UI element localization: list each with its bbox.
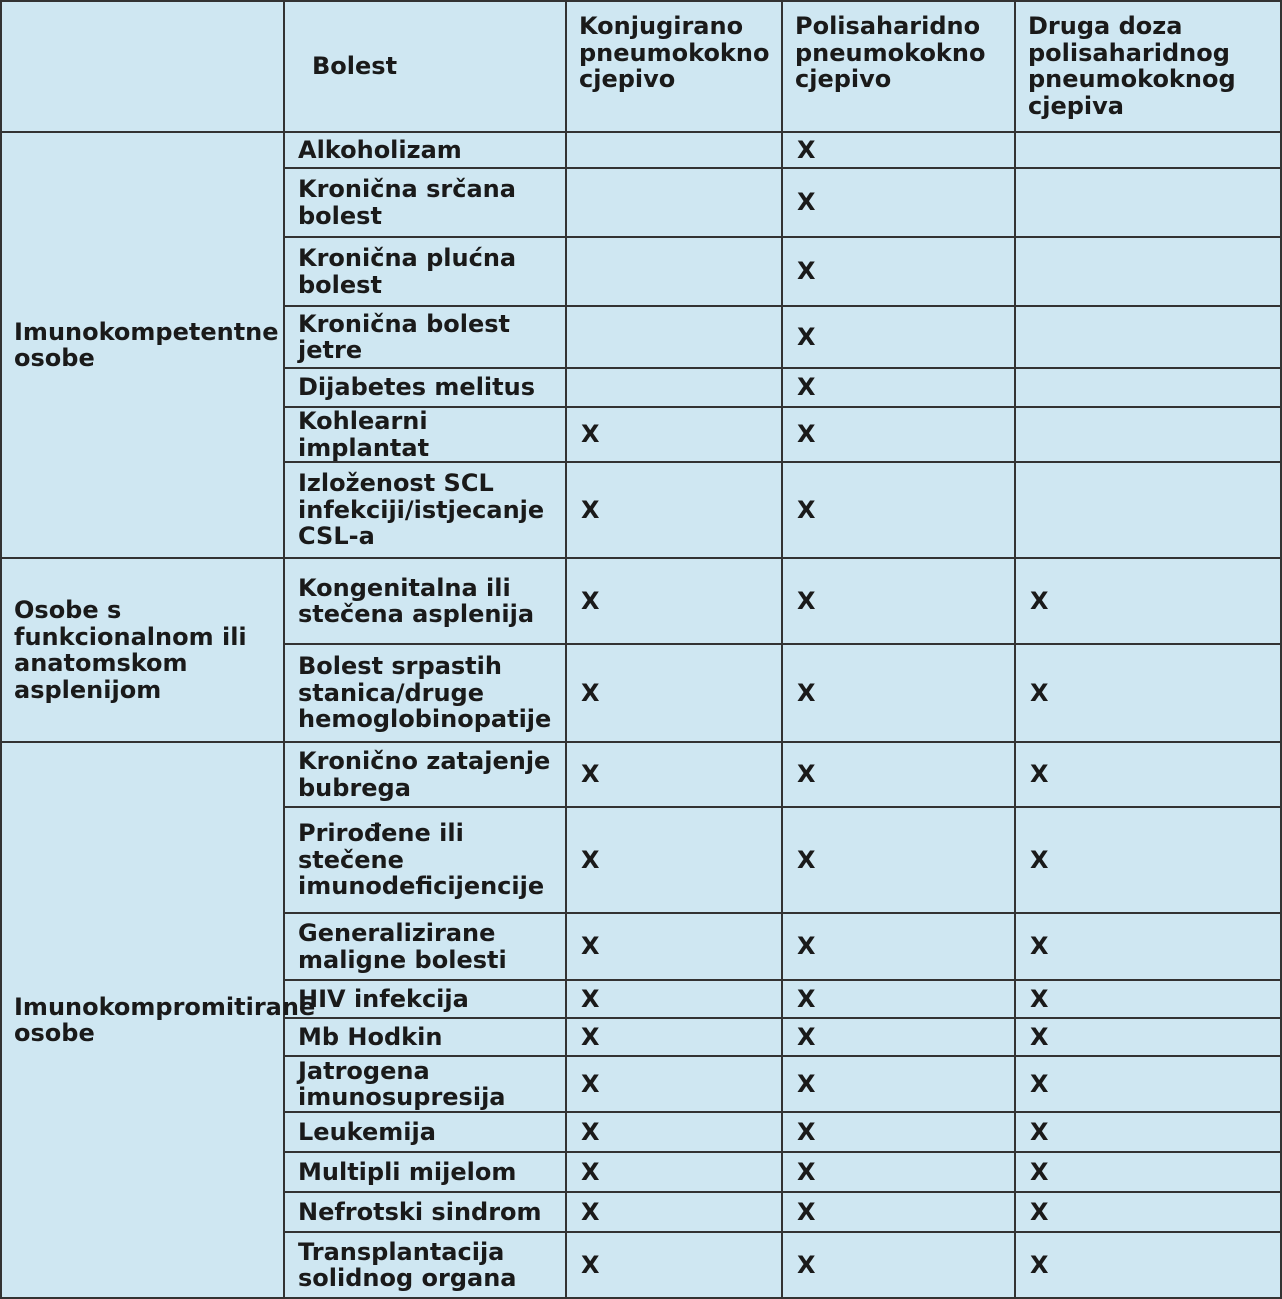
polysaccharide-mark: X <box>782 807 1015 913</box>
disease-name: Kronično zatajenje bubrega <box>284 742 566 807</box>
table-body <box>1 132 1281 1298</box>
polysaccharide-mark: X <box>782 237 1015 306</box>
conjugate-mark: X <box>566 558 782 644</box>
disease-name: Alkoholizam <box>284 132 566 168</box>
disease-name: Multipli mijelom <box>284 1152 566 1192</box>
conjugate-mark: X <box>566 980 782 1018</box>
conjugate-mark: X <box>566 1056 782 1112</box>
disease-name: Mb Hodkin <box>284 1018 566 1056</box>
disease-name: Prirođene ili stečene imunodeficijencije <box>284 807 566 913</box>
second-dose-mark <box>1015 132 1281 168</box>
conjugate-mark: X <box>566 807 782 913</box>
second-dose-mark <box>1015 168 1281 237</box>
polysaccharide-mark: X <box>782 1152 1015 1192</box>
second-dose-mark <box>1015 462 1281 558</box>
header-second-dose: Druga doza polisaharidnog pneumokoknog cjepiva <box>1015 1 1281 132</box>
polysaccharide-mark: X <box>782 1192 1015 1232</box>
polysaccharide-mark: X <box>782 306 1015 368</box>
conjugate-mark: X <box>566 1112 782 1152</box>
second-dose-mark: X <box>1015 644 1281 742</box>
conjugate-mark <box>566 132 782 168</box>
polysaccharide-mark: X <box>782 1056 1015 1112</box>
polysaccharide-mark: X <box>782 644 1015 742</box>
conjugate-mark: X <box>566 1018 782 1056</box>
second-dose-mark <box>1015 306 1281 368</box>
polysaccharide-mark: X <box>782 1018 1015 1056</box>
polysaccharide-mark: X <box>782 742 1015 807</box>
disease-name: Dijabetes melitus <box>284 368 566 407</box>
polysaccharide-mark: X <box>782 368 1015 407</box>
disease-name: Kongenitalna ili stečena asplenija <box>284 558 566 644</box>
polysaccharide-mark: X <box>782 1112 1015 1152</box>
group-label: Osobe s funkcionalnom ili anatomskom asplenijom <box>1 558 284 742</box>
disease-name: Izloženost SCL infekciji/istjecanje CSL-a <box>284 462 566 558</box>
polysaccharide-mark: X <box>782 132 1015 168</box>
polysaccharide-mark: X <box>782 1232 1015 1298</box>
polysaccharide-mark: X <box>782 980 1015 1018</box>
disease-name: Nefrotski sindrom <box>284 1192 566 1232</box>
disease-name: Kronična bolest jetre <box>284 306 566 368</box>
second-dose-mark: X <box>1015 1018 1281 1056</box>
conjugate-mark: X <box>566 1232 782 1298</box>
disease-name: Kronična srčana bolest <box>284 168 566 237</box>
disease-name: Transplantacija solidnog organa <box>284 1232 566 1298</box>
conjugate-mark: X <box>566 644 782 742</box>
disease-name: HIV infekcija <box>284 980 566 1018</box>
second-dose-mark: X <box>1015 980 1281 1018</box>
second-dose-mark: X <box>1015 558 1281 644</box>
conjugate-mark <box>566 168 782 237</box>
conjugate-mark <box>566 368 782 407</box>
polysaccharide-mark: X <box>782 168 1015 237</box>
header-conjugate-vaccine: Konjugirano pneumokokno cjepivo <box>566 1 782 132</box>
header-row <box>1 1 1281 132</box>
disease-name: Leukemija <box>284 1112 566 1152</box>
second-dose-mark: X <box>1015 742 1281 807</box>
second-dose-mark: X <box>1015 913 1281 980</box>
group-label: Imunokompromitirane osobe <box>1 742 284 1298</box>
polysaccharide-mark: X <box>782 913 1015 980</box>
table-row <box>1 742 1281 807</box>
table-row <box>1 132 1281 168</box>
polysaccharide-mark: X <box>782 558 1015 644</box>
conjugate-mark: X <box>566 1152 782 1192</box>
group-label: Imunokompetentne osobe <box>1 132 284 558</box>
second-dose-mark: X <box>1015 1056 1281 1112</box>
disease-name: Jatrogena imunosupresija <box>284 1056 566 1112</box>
second-dose-mark: X <box>1015 1152 1281 1192</box>
disease-name: Generalizirane maligne bolesti <box>284 913 566 980</box>
second-dose-mark: X <box>1015 807 1281 913</box>
polysaccharide-mark: X <box>782 462 1015 558</box>
disease-name: Bolest srpastih stanica/druge hemoglobinopatije <box>284 644 566 742</box>
header-disease: Bolest <box>284 1 566 132</box>
polysaccharide-mark: X <box>782 407 1015 462</box>
conjugate-mark <box>566 306 782 368</box>
conjugate-mark <box>566 237 782 306</box>
disease-name: Kohlearni implantat <box>284 407 566 462</box>
second-dose-mark: X <box>1015 1192 1281 1232</box>
second-dose-mark: X <box>1015 1112 1281 1152</box>
conjugate-mark: X <box>566 913 782 980</box>
conjugate-mark: X <box>566 742 782 807</box>
second-dose-mark <box>1015 237 1281 306</box>
header-polysaccharide-vaccine: Polisaharidno pneumokokno cjepivo <box>782 1 1015 132</box>
conjugate-mark: X <box>566 1192 782 1232</box>
disease-name: Kronična plućna bolest <box>284 237 566 306</box>
second-dose-mark <box>1015 368 1281 407</box>
second-dose-mark: X <box>1015 1232 1281 1298</box>
second-dose-mark <box>1015 407 1281 462</box>
conjugate-mark: X <box>566 407 782 462</box>
conjugate-mark: X <box>566 462 782 558</box>
header-empty-cell <box>1 1 284 132</box>
table-row <box>1 558 1281 644</box>
